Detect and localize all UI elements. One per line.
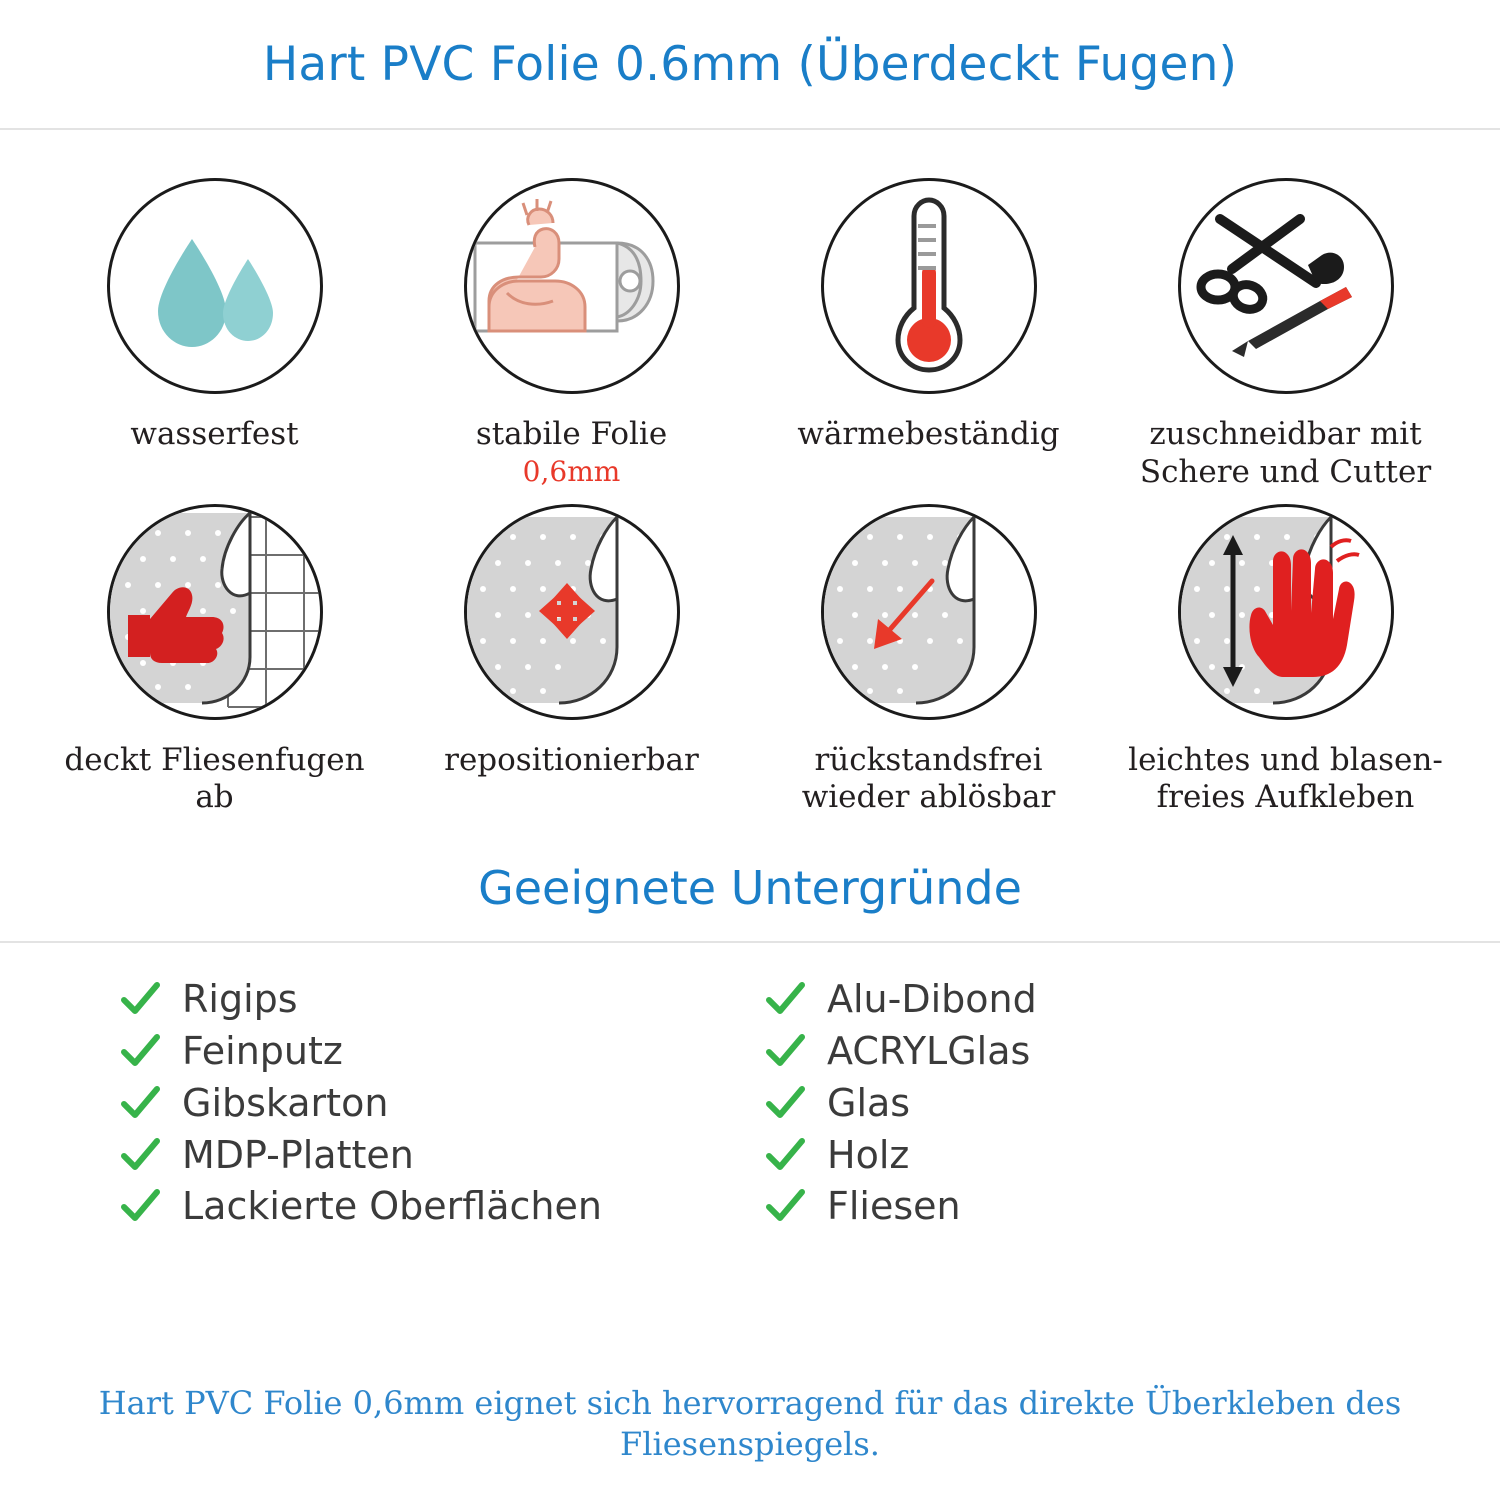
section-title: Geeignete Untergründe <box>478 861 1022 916</box>
check-icon <box>120 980 160 1020</box>
feature-item <box>393 178 750 492</box>
feature-label: zuschneidbar mit Schere und Cutter <box>1139 416 1432 490</box>
substrate-label: ACRYLGlas <box>827 1029 1031 1074</box>
feature-item <box>36 178 393 492</box>
feature-icon-circle <box>464 178 680 394</box>
feature-item <box>393 504 750 818</box>
hand-smoothing-icon <box>1181 507 1391 717</box>
substrate-label: Gibskarton <box>182 1080 389 1125</box>
check-icon <box>765 980 805 1020</box>
substrate-label: Lackierte Oberflächen <box>182 1184 602 1229</box>
water-drops-icon <box>130 211 300 361</box>
substrate-label: Rigips <box>182 977 298 1022</box>
feature-icon-circle <box>1178 504 1394 720</box>
check-icon <box>765 1187 805 1227</box>
list-item <box>765 1031 1380 1073</box>
feature-item <box>36 504 393 818</box>
feature-label: stabile Folie <box>475 416 668 452</box>
feature-grid <box>0 130 1500 817</box>
feature-sublabel: 0,6mm <box>522 454 621 488</box>
feature-icon-circle <box>1178 178 1394 394</box>
list-item <box>765 1132 1380 1177</box>
feature-item <box>1107 504 1464 818</box>
substrate-column-right <box>765 979 1380 1228</box>
feature-label: wasserfest <box>130 416 299 452</box>
substrate-column-left <box>120 979 735 1228</box>
check-icon <box>120 1187 160 1227</box>
scissors-cutter-icon <box>1196 201 1376 371</box>
substrate-label: Alu-Dibond <box>827 977 1037 1022</box>
feature-label: leichtes und blasen-freies Aufkleben <box>1128 741 1443 816</box>
reposition-arrows-icon <box>467 507 677 717</box>
feature-label: deckt Fliesenfugen ab <box>64 741 365 816</box>
thermometer-icon <box>874 196 984 376</box>
list-item <box>120 1080 735 1125</box>
check-icon <box>120 1032 160 1072</box>
feature-icon-circle <box>107 504 323 720</box>
substrate-label: Feinputz <box>182 1029 343 1074</box>
feature-label: repositionierbar <box>444 741 699 778</box>
thumbs-up-tiles-icon <box>110 507 320 717</box>
feature-icon-circle <box>821 504 1037 720</box>
list-item <box>765 1080 1380 1125</box>
check-icon <box>765 1136 805 1176</box>
header <box>0 0 1500 130</box>
substrate-label: Holz <box>827 1132 910 1177</box>
feature-item <box>750 504 1107 818</box>
substrate-label: Glas <box>827 1080 911 1125</box>
list-item <box>765 1186 1380 1228</box>
page-title: Hart PVC Folie 0.6mm (Überdeckt Fugen) <box>262 36 1238 92</box>
peel-off-arrow-icon <box>824 507 1034 717</box>
section-header <box>0 861 1500 943</box>
feature-icon-circle <box>107 178 323 394</box>
check-icon <box>120 1084 160 1124</box>
list-item <box>120 1132 735 1177</box>
check-icon <box>120 1136 160 1176</box>
strong-arm-foil-icon <box>467 181 677 391</box>
list-item <box>120 1186 735 1228</box>
feature-icon-circle <box>821 178 1037 394</box>
list-item <box>120 1031 735 1073</box>
list-item <box>120 979 735 1021</box>
feature-label: wärmebeständig <box>797 416 1060 452</box>
substrate-label: Fliesen <box>827 1184 961 1229</box>
list-item <box>765 979 1380 1021</box>
substrate-lists <box>0 943 1500 1228</box>
footer-note: Hart PVC Folie 0,6mm eignet sich hervorragend für das direkte Überkleben des Fliesenspiegels. <box>98 1383 1402 1464</box>
feature-label: rückstandsfrei wieder ablösbar <box>801 741 1056 816</box>
substrate-label: MDP-Platten <box>182 1132 414 1177</box>
check-icon <box>765 1032 805 1072</box>
footer <box>0 1383 1500 1500</box>
feature-item <box>1107 178 1464 492</box>
check-icon <box>765 1084 805 1124</box>
feature-item <box>750 178 1107 492</box>
feature-icon-circle <box>464 504 680 720</box>
